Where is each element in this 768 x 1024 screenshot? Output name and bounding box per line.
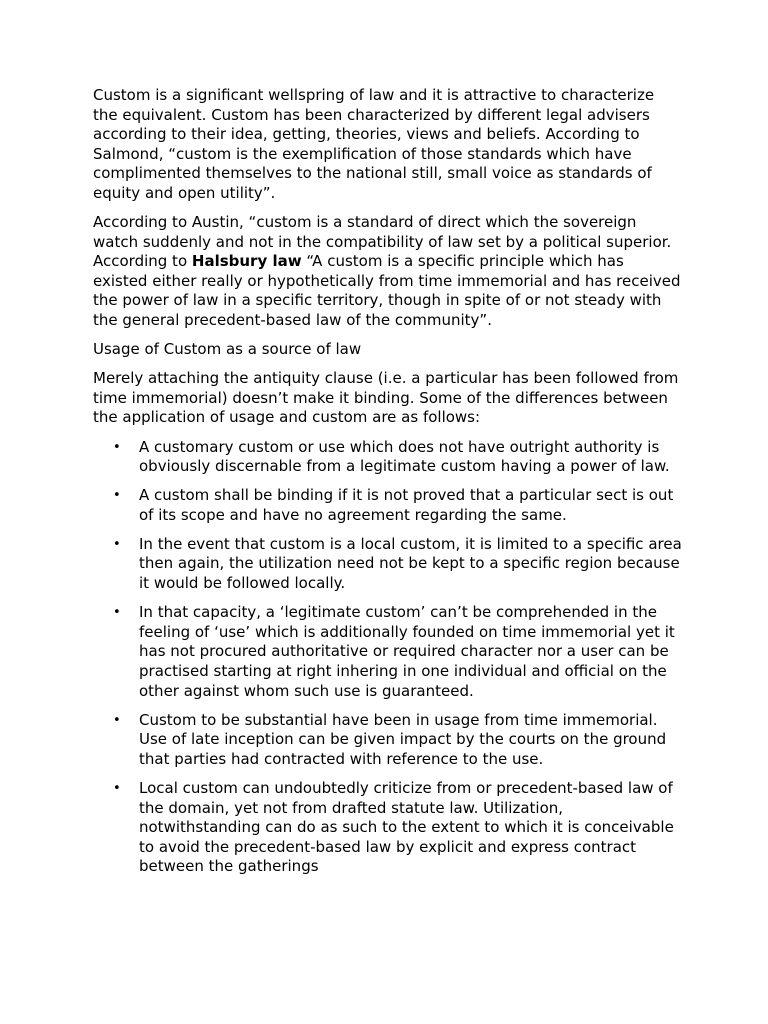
list-item xyxy=(93,486,683,525)
bullet-icon: • xyxy=(113,536,121,552)
list-item-text: Local custom can undoubtedly criticize from or precedent-based law of the domain, yet not from drafted statute law. Utilization, notwithstanding can do as such to the extent to which it is conceivable to avoid the precedent-based law by explicit and express contract between the gatherings xyxy=(139,778,674,876)
list-item xyxy=(93,711,683,770)
list-item-text: Custom to be substantial have been in usage from time immemorial. Use of late inception can be given impact by the courts on the ground that parties had contracted with reference to the use. xyxy=(139,710,667,768)
list-item xyxy=(93,779,683,877)
list-item-text: A custom shall be binding if it is not proved that a particular sect is out of its scope and have no agreement regarding the same. xyxy=(139,486,674,524)
paragraph-austin-text-after: “A custom is a specific principle which has existed either really or hypothetically from time immemorial and has received the power of law in a specific territory, though in spite of or not steady with the general precedent-based law of the community”. xyxy=(93,252,681,330)
bullet-icon: • xyxy=(113,712,121,728)
paragraph-austin xyxy=(93,213,683,331)
paragraph-austin-text-before: According to Austin, “custom is a standard of direct which the sovereign watch suddenly and not in the compatibility of law set by a political superior. According to xyxy=(93,213,672,271)
paragraph-antiquity: Merely attaching the antiquity clause (i.e. a particular has been followed from time immemorial) doesn’t make it binding. Some of the differences between the application of usage and custom are as follows: xyxy=(93,369,679,427)
paragraph-intro: Custom is a significant wellspring of law and it is attractive to characterize the equivalent. Custom has been characterized by different legal advisers according to their idea, getting, theories, views and beliefs. According to Salmond, “custom is the exemplification of those standards which have complimented themselves to the national still, small voice as standards of equity and open utility”. xyxy=(93,86,655,202)
document-body xyxy=(93,86,683,886)
section-heading-usage: Usage of Custom as a source of law xyxy=(93,340,362,359)
bullet-icon: • xyxy=(113,780,121,796)
list-item-text: In that capacity, a ‘legitimate custom’ can’t be comprehended in the feeling of ‘use’ which is additionally founded on time immemorial yet it has not procured authoritative or required character nor a user can be practised starting at right inhering in one individual and official on the other against whom such use is guaranteed. xyxy=(139,603,675,700)
bullet-icon: • xyxy=(113,439,121,455)
list-item xyxy=(93,438,683,477)
bullet-icon: • xyxy=(113,605,121,621)
list-item xyxy=(93,535,683,594)
list-item-text: A customary custom or use which does not have outright authority is obviously discernable from a legitimate custom having a power of law. xyxy=(139,437,670,476)
list-item-text: In the event that custom is a local custom, it is limited to a specific area then again, the utilization need not be kept to a specific region because it would be followed locally. xyxy=(139,534,682,593)
bullet-icon: • xyxy=(113,488,121,504)
list-item xyxy=(93,603,683,701)
differences-list xyxy=(93,438,683,877)
halsbury-law-bold: Halsbury law xyxy=(191,252,302,271)
